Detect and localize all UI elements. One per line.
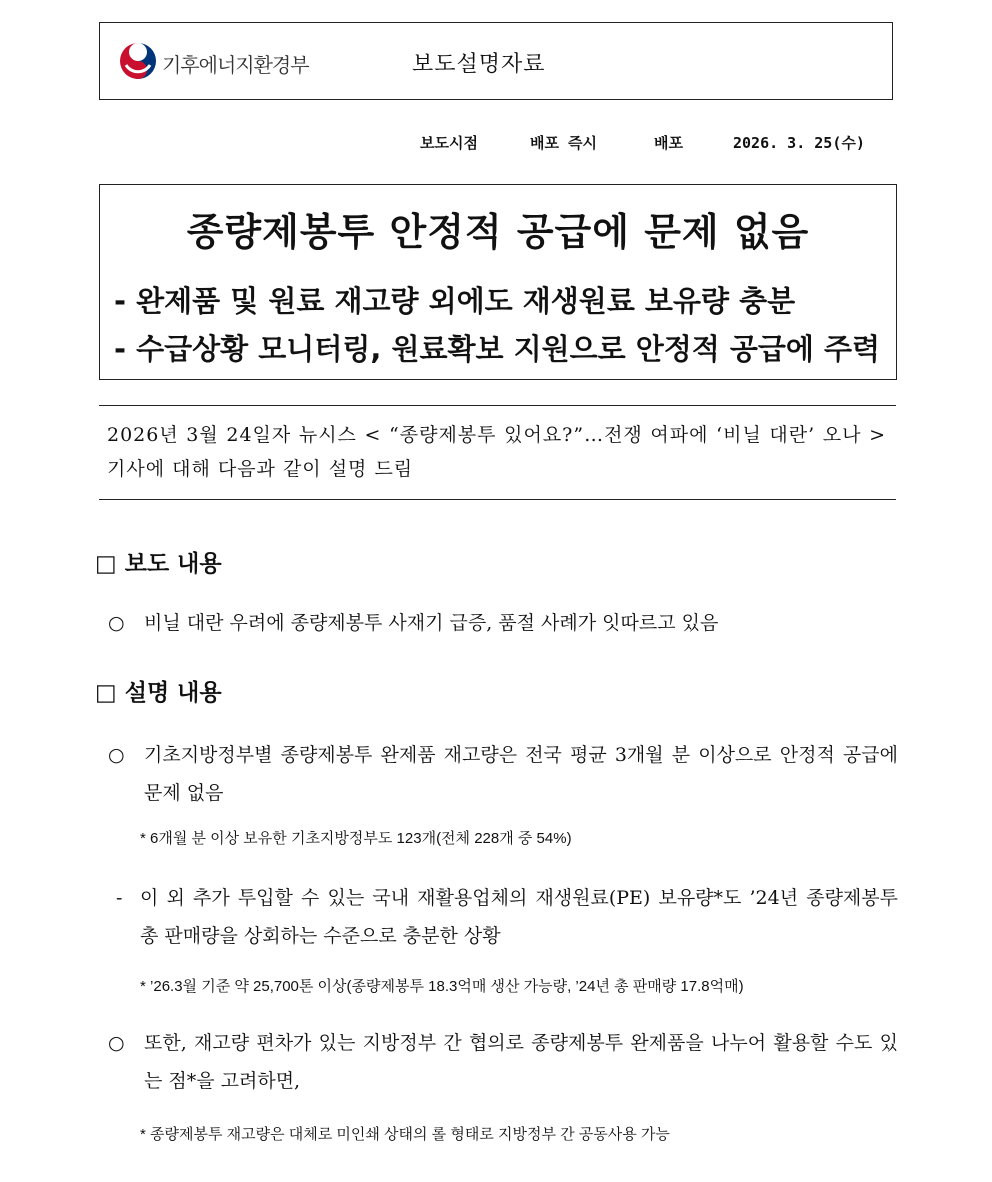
bullet-text: 또한, 재고량 편차가 있는 지방정부 간 협의로 종량제봉투 완제품을 나누어 활용할 수도 있는 점*을 고려하면, — [144, 1032, 898, 1092]
release-timing: 배포 즉시 — [530, 134, 597, 152]
ministry-name: 기후에너지환경부 — [162, 55, 309, 77]
list-item — [116, 879, 898, 955]
footnote-text: ’26.3월 기준 약 25,700톤 이상(종량제봉투 18.3억매 생산 가능량, ’24년 총 판매량 17.8억매) — [150, 978, 744, 995]
circle-bullet: ○ — [108, 612, 125, 634]
dash-bullet: - — [116, 887, 123, 909]
subtitle-1: - 완제품 및 원료 재고량 외에도 재생원료 보유량 충분 — [114, 284, 796, 318]
circle-bullet: ○ — [108, 744, 125, 766]
bullet-text: 기초지방정부별 종량제봉투 완제품 재고량은 전국 평균 3개월 분 이상으로 안정적 공급에 문제 없음 — [144, 744, 898, 804]
release-info — [0, 132, 992, 156]
footnote-marker: * — [140, 1126, 146, 1143]
list-item — [108, 604, 898, 642]
footnote-text: 6개월 분 이상 보유한 기초지방정부도 123개(전체 228개 중 54%) — [150, 830, 572, 847]
footnote-marker: * — [140, 978, 146, 995]
footnote — [140, 1123, 895, 1144]
distribution-label: 배포 — [654, 134, 683, 152]
taegeuk-logo-icon — [118, 41, 158, 81]
list-item — [108, 1024, 898, 1100]
section-heading-explanation: □ 설명 내용 — [95, 679, 222, 706]
footnote-text: 종량제봉투 재고량은 대체로 미인쇄 상태의 롤 형태로 지방정부 간 공동사용 가능 — [150, 1126, 670, 1143]
intro-paragraph: 2026년 3월 24일자 뉴시스 < “종량제봉투 있어요?”…전쟁 여파에 ‘비닐 대란’ 오나 > 기사에 대해 다음과 같이 설명 드림 — [99, 405, 896, 500]
header-box — [99, 22, 893, 100]
section-heading-report: □ 보도 내용 — [95, 550, 222, 577]
main-title: 종량제봉투 안정적 공급에 문제 없음 — [186, 210, 810, 254]
footnote-marker: * — [140, 830, 146, 847]
circle-bullet: ○ — [108, 1032, 125, 1054]
title-box — [99, 184, 897, 380]
doc-type: 보도설명자료 — [412, 52, 546, 77]
footnote — [140, 975, 895, 996]
release-label: 보도시점 — [420, 134, 478, 152]
release-date: 2026. 3. 25(수) — [733, 134, 865, 152]
dash-text: 이 외 추가 투입할 수 있는 국내 재활용업체의 재생원료(PE) 보유량*도 ’24년 종량제봉투 총 판매량을 상회하는 수준으로 충분한 상황 — [140, 887, 898, 947]
list-item — [108, 736, 898, 812]
bullet-text: 비닐 대란 우려에 종량제봉투 사재기 급증, 품절 사례가 잇따르고 있음 — [144, 612, 719, 634]
subtitle-2: - 수급상황 모니터링, 원료확보 지원으로 안정적 공급에 주력 — [114, 332, 881, 366]
footnote — [140, 827, 895, 848]
